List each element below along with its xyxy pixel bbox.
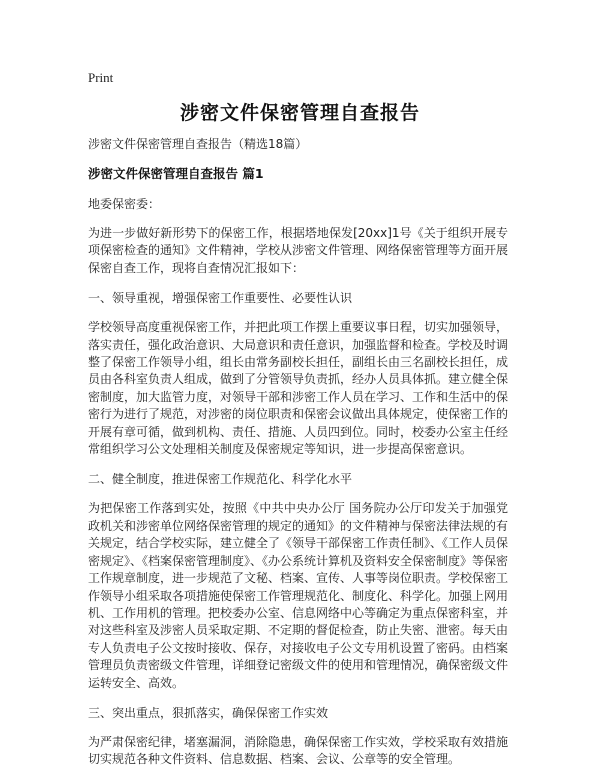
paragraph-implementation: 为严肃保密纪律，堵塞漏洞，消除隐患，确保保密工作实效，学校采取有效措施切实规范各种文件资料、信息数据、档案、会议、公章等的安全管理。: [88, 734, 509, 767]
print-label: Print: [88, 70, 114, 85]
document-body: [88, 135, 508, 781]
heading-leadership: 一、领导重视，增强保密工作重要性、必要性认识: [88, 291, 353, 306]
paragraph-intro: 为进一步做好新形势下的保密工作，根据塔地保发[20xx]1号《关于组织开展专项保密检查的通知》文件精神，学校从涉密文件管理、网络保密管理等方面开展保密自查工作，现将自查情况汇报如下：: [88, 226, 509, 275]
section-heading: 涉密文件保密管理自查报告 篇1: [88, 166, 264, 181]
paragraph-leadership: 学校领导高度重视保密工作，并把此项工作摆上重要议事日程，切实加强领导，落实责任，强化政治意识、大局意识和责任意识，加强监督和检查。学校及时调整了保密工作领导小组，组长由常务副校长担任，副组长由三名副校长担任，成员由各科室负责人组成，做到了分管领导负责抓，经办人员具体抓。建立健全保密制度，加大监管力度，对领导干部和涉密工作人员在学习、工作和生活中的保密行为进行了规范，对涉密的岗位职责和保密会议做出具体规定，使保密工作的开展有章可循，做到机构、责任、措施、人员四到位。同时，校委办公室主任经常组织学习公文处理相关制度及保密规定等知识，进一步提高保密意识。: [88, 320, 509, 457]
document-subtitle: 涉密文件保密管理自查报告（精选18篇）: [88, 137, 308, 151]
heading-implementation: 三、突出重点，狠抓落实，确保保密工作实效: [88, 705, 329, 720]
paragraph-systems: 为把保密工作落到实处，按照《中共中央办公厅 国务院办公厅印发关于加强党政机关和涉密单位网络保密管理的规定的通知》的文件精神与保密法律法规的有关规定，结合学校实际，建立健全了《领导干部保密工作责任制》、《工作人员保密规定》、《档案保密管理制度》、《办公系统计算机及资料安全保密制度》等保密工作规章制度，进一步规范了文秘、档案、宣传、人事等岗位职责。学校保密工作领导小组采取各项措施使保密工作管理规范化、制度化、科学化。加强上网用机、工作用机的管理。把校委办公室、信息网络中心等确定为重点保密科室，并对这些科室及涉密人员采取定期、不定期的督促检查，防止失密、泄密。每天由专人负责电子公文按时接收、保存，对接收电子公文专用机设置了密码。由档案管理员负责密级文件管理，详细登记密级文件的使用和管理情况，确保密级文件运转安全、高效。: [88, 501, 509, 690]
document-title: 涉密文件保密管理自查报告: [179, 102, 420, 124]
greeting: 地委保密委：: [88, 197, 161, 211]
heading-systems: 二、健全制度，推进保密工作规范化、科学化水平: [88, 472, 353, 487]
